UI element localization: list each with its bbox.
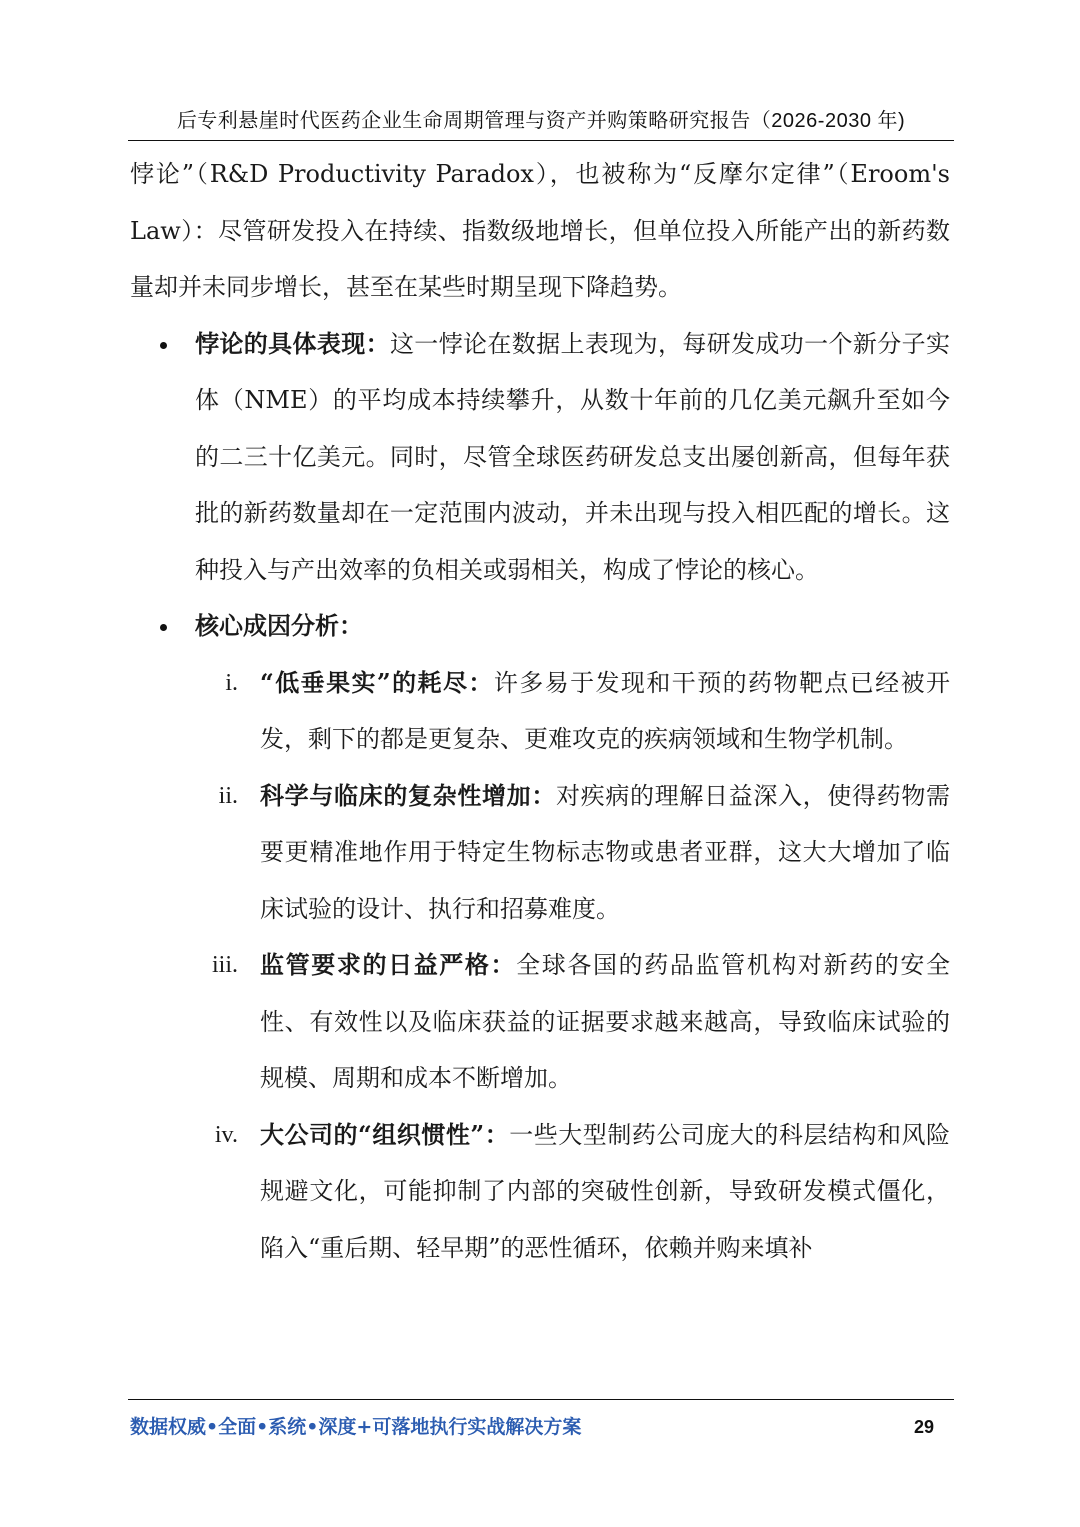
cause-number: i.	[225, 669, 238, 696]
intro-paragraph: 悖论”（R&D Productivity Paradox），也被称为“反摩尔定律”（Eroom's Law）：尽管研发投入在持续、指数级地增长，但单位投入所能产出的新药数量却并未同步增长，甚至在某些时期呈现下降趋势。	[130, 160, 950, 301]
cause-title: 大公司的“组织惯性”：	[260, 1119, 510, 1149]
bullet-dot-icon	[160, 342, 167, 349]
cause-text: 全球各国的药品监管机构对新药的安全性、有效性以及临床获益的证据要求越来越高，导致临床试验的规模、周期和成本不断增加。	[260, 951, 951, 1092]
cause-item-1	[130, 655, 950, 768]
footer-divider	[128, 1399, 954, 1400]
cause-title: 科学与临床的复杂性增加：	[260, 780, 556, 810]
cause-title: 监管要求的日益严格：	[260, 950, 517, 979]
cause-title: “低垂果实”的耗尽：	[260, 667, 494, 697]
page-number: 29	[913, 1417, 934, 1437]
bullet-item-manifestation	[130, 316, 950, 599]
body-content	[130, 146, 950, 1276]
bullet-item-causes	[130, 598, 950, 655]
cause-item-2	[130, 768, 950, 938]
bullet-text: 这一悖论在数据上表现为，每研发成功一个新分子实体（NME）的平均成本持续攀升，从数十年前的几亿美元飙升至如今的二三十亿美元。同时，尽管全球医药研发总支出屡创新高，但每年获批的新药数量却在一定范围内波动，并未出现与投入相匹配的增长。这种投入与产出效率的负相关或弱相关，构成了悖论的核心。	[195, 329, 951, 584]
header-divider	[128, 140, 954, 141]
footer-slogan: 数据权威•全面•系统•深度+可落地执行实战解决方案	[130, 1416, 582, 1438]
bullet-title: 悖论的具体表现：	[195, 328, 390, 358]
cause-item-3	[130, 937, 950, 1107]
cause-text: 一些大型制药公司庞大的科层结构和风险规避文化，可能抑制了内部的突破性创新，导致研发模式僵化，陷入“重后期、轻早期”的恶性循环，依赖并购来填补	[260, 1120, 951, 1262]
cause-number: iii.	[211, 952, 238, 978]
cause-text: 对疾病的理解日益深入，使得药物需要更精准地作用于特定生物标志物或患者亚群，这大大增加了临床试验的设计、执行和招募难度。	[260, 781, 950, 923]
cause-item-4	[130, 1107, 950, 1277]
cause-number: iv.	[214, 1121, 238, 1148]
page-header-title: 后专利悬崖时代医药企业生命周期管理与资产并购策略研究报告（2026-2030 年)	[176, 110, 906, 132]
bullet-title: 核心成因分析：	[195, 611, 363, 640]
cause-text: 许多易于发现和干预的药物靶点已经被开发，剩下的都是更复杂、更难攻克的疾病领域和生物学机制。	[260, 668, 950, 753]
bullet-dot-icon	[160, 624, 167, 631]
cause-number: ii.	[218, 782, 238, 809]
